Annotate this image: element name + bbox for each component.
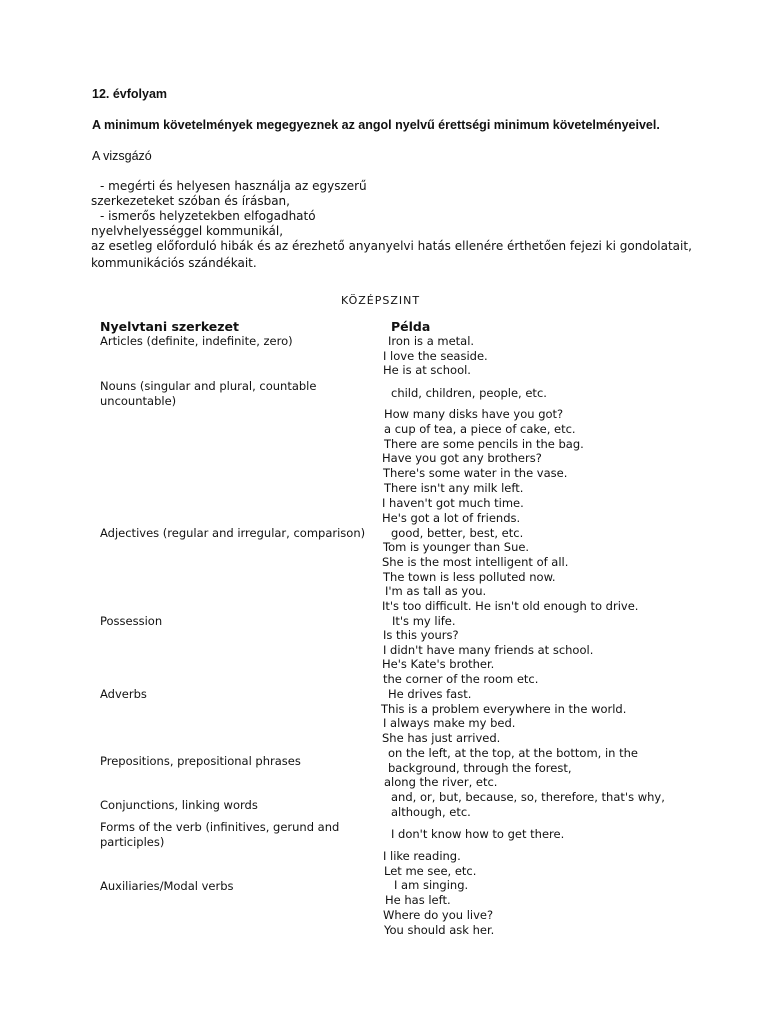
example-line: He's Kate's brother. [382,657,495,671]
example-line: How many disks have you got? [384,407,564,421]
example-line: I love the seaside. [383,349,488,363]
structure-item: Auxiliaries/Modal verbs [100,879,234,893]
intro-line: szerkezeteket szóban és írásban, [91,194,290,208]
structure-item: Adverbs [100,687,147,701]
column-header-structure: Nyelvtani szerkezet [100,319,240,334]
structure-item: Possession [100,614,163,628]
example-line: Iron is a metal. [388,334,475,348]
example-line: I always make my bed. [383,716,516,730]
paragraph-line: az esetleg előforduló hibák és az érezhető anyanyelvi hatás ellenére érthetően fejezi ki gondolatait, [91,239,692,253]
example-line: the corner of the room etc. [383,672,539,686]
example-line: I am singing. [394,878,469,892]
structure-item: Nouns (singular and plural, countable [100,379,317,393]
example-line: I didn't have many friends at school. [383,643,594,657]
structure-item: Forms of the verb (infinitives, gerund and [100,820,340,834]
example-line: along the river, etc. [384,775,498,789]
example-line: There isn't any milk left. [384,481,524,495]
example-line: There are some pencils in the bag. [384,437,584,451]
example-line: I like reading. [383,849,461,863]
structure-item: participles) [100,835,165,849]
example-line: background, through the forest, [388,761,572,775]
example-line: He drives fast. [388,687,472,701]
structure-item: Adjectives (regular and irregular, comparison) [100,526,366,540]
column-header-example: Példa [391,319,431,334]
example-line: It's my life. [392,614,456,628]
example-line: good, better, best, etc. [391,526,524,540]
paragraph-line: kommunikációs szándékait. [91,256,257,270]
example-line: and, or, but, because, so, therefore, that's why, [391,790,665,804]
intro-line: - ismerős helyzetekben elfogadható [100,209,316,223]
examinee-label: A vizsgázó [92,149,152,163]
example-line: Is this yours? [383,628,459,642]
example-line: Where do you live? [383,908,494,922]
example-line: on the left, at the top, at the bottom, in the [388,746,638,760]
requirement-text: A minimum követelmények megegyeznek az angol nyelvű érettségi minimum követelményeivel. [92,118,660,132]
example-line: She is the most intelligent of all. [382,555,569,569]
example-line: a cup of tea, a piece of cake, etc. [384,422,576,436]
structure-item: uncountable) [100,394,177,408]
level-title: KÖZÉPSZINT [341,294,421,307]
intro-line: - megérti és helyesen használja az egyszerű [100,179,367,193]
example-line: I haven't got much time. [382,496,524,510]
example-line: Let me see, etc. [384,864,477,878]
example-line: He is at school. [383,363,471,377]
example-line: You should ask her. [384,923,495,937]
structure-item: Articles (definite, indefinite, zero) [100,334,293,348]
grade-heading: 12. évfolyam [92,87,168,101]
structure-item: Prepositions, prepositional phrases [100,754,301,768]
example-line: I don't know how to get there. [391,827,565,841]
example-line: I'm as tall as you. [385,584,487,598]
example-line: He's got a lot of friends. [382,511,521,525]
example-line: The town is less polluted now. [383,570,556,584]
example-line: This is a problem everywhere in the world. [381,702,627,716]
example-line: child, children, people, etc. [391,386,547,400]
example-line: There's some water in the vase. [383,466,568,480]
example-line: Have you got any brothers? [382,451,542,465]
structure-item: Conjunctions, linking words [100,798,258,812]
example-line: Tom is younger than Sue. [383,540,530,554]
example-line: He has left. [385,893,451,907]
example-line: She has just arrived. [382,731,501,745]
example-line: It's too difficult. He isn't old enough to drive. [382,599,639,613]
example-line: although, etc. [391,805,471,819]
intro-line: nyelvhelyességgel kommunikál, [91,224,284,238]
